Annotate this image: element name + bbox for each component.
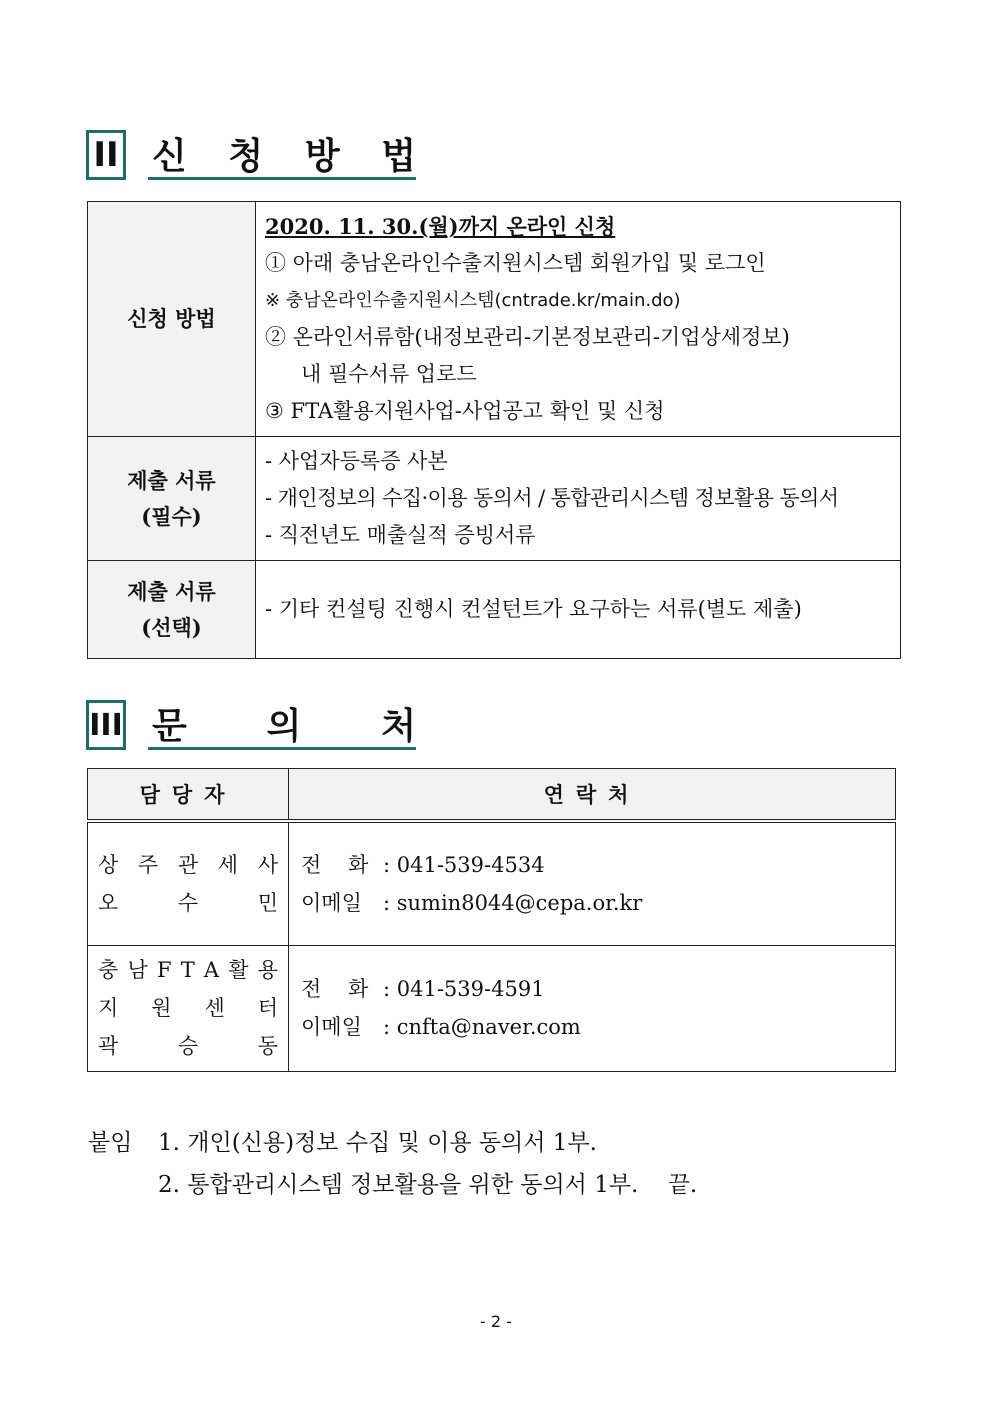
char: 주 [137,852,159,877]
end-mark: 끝. [667,1172,698,1198]
contact-info-1 [289,821,896,945]
attachments [88,1122,697,1206]
org-name [98,951,278,989]
phone-line [301,970,883,1008]
section-3-title [148,700,416,750]
email-line [301,1008,883,1046]
list-item: - 사업자등록증 사본 [265,449,448,473]
label-line: 제출 서류 [127,467,216,493]
email-address: : sumin8044@cepa.or.kr [383,890,643,915]
method-content [256,202,901,437]
title-char: 문 [152,706,187,747]
char: 활 [228,958,249,982]
char: 터 [257,996,278,1020]
step-1: ① 아래 충남온라인수출지원시스템 회원가입 및 로그인 [265,251,766,275]
char: T [180,958,195,982]
table-row [88,561,901,659]
phone-label: 전 화 [301,852,379,877]
attachment-item: 1. 개인(신용)정보 수집 및 이용 동의서 1부. [158,1130,597,1156]
char: F [156,958,172,982]
title-char: 방 [304,136,340,177]
char: A [203,958,220,982]
page-number: - 2 - [480,1312,512,1331]
char: 민 [257,890,278,915]
phone-label: 전 화 [301,977,379,1001]
char: 원 [151,996,172,1020]
title-char: 처 [381,706,416,747]
org-name-2 [98,989,278,1027]
optional-docs-content [256,561,901,659]
phone-number: : 041-539-4534 [383,852,545,877]
email-address: : cnfta@naver.com [383,1015,581,1039]
step-2-continued: 내 필수서류 업로드 [301,362,477,386]
attachment-item: 2. 통합관리시스템 정보활용을 위한 동의서 1부. [158,1172,639,1198]
required-docs-content [256,437,901,561]
table-row [88,945,896,1071]
list-item: - 개인정보의 수집·이용 동의서 / 통합관리시스템 정보활용 동의서 [265,486,839,510]
section-2-title [148,130,416,180]
section-2-number: II [86,130,126,180]
list-item: - 직전년도 매출실적 증빙서류 [265,523,536,547]
application-method-table [87,201,901,659]
char: 남 [127,958,148,982]
char: 승 [177,1034,199,1058]
table-row [88,202,901,437]
title-char: 청 [228,136,264,177]
contact-person-2 [88,945,289,1071]
char: 동 [257,1034,278,1058]
attachment-label: 붙임 [88,1130,133,1156]
attachment-line-2 [88,1164,697,1206]
contact-person-1 [88,821,289,945]
char: 세 [217,852,239,877]
char: 용 [257,958,278,982]
phone-line [301,846,883,884]
email-label: 이메일 [301,890,362,915]
deadline-text: 2020. 11. 30.(월)까지 온라인 신청 [265,214,616,239]
table-header-row [88,769,896,822]
header-who: 담당자 [88,769,289,822]
title-char: 의 [266,706,302,747]
char: 곽 [98,1034,119,1058]
attachment-line-1 [88,1122,697,1164]
label-line: (필수) [141,503,202,529]
person-name [98,1027,278,1065]
table-row [88,821,896,945]
char: 센 [204,996,225,1020]
char: 사 [257,852,278,877]
email-label: 이메일 [301,1015,362,1039]
contact-table [87,768,896,1072]
email-line [301,884,883,922]
char: 오 [98,890,119,915]
label-line: (선택) [141,614,202,640]
step-2: ② 온라인서류함(내정보관리-기본정보관리-기업상세정보) [265,325,790,349]
row-label-method: 신청 방법 [88,202,256,437]
row-label-optional-docs [88,561,256,659]
person-name [98,884,278,922]
section-3-number: III [86,700,126,750]
system-note: ※ 충남온라인수출지원시스템(cntrade.kr/main.do) [265,290,681,311]
table-row [88,437,901,561]
char: 지 [98,996,119,1020]
header-contact: 연락처 [289,769,896,822]
char: 관 [177,852,199,877]
label-line: 제출 서류 [127,578,216,604]
row-label-required-docs [88,437,256,561]
org-name [98,846,278,884]
char: 수 [177,890,199,915]
char: 충 [98,958,119,982]
contact-info-2 [289,945,896,1071]
phone-number: : 041-539-4591 [383,977,545,1001]
title-char: 법 [381,136,416,177]
char: 상 [98,852,119,877]
title-char: 신 [152,136,187,177]
list-item: - 기타 컨설팅 진행시 컨설턴트가 요구하는 서류(별도 제출) [265,597,802,621]
step-3: ③ FTA활용지원사업-사업공고 확인 및 신청 [265,399,665,423]
